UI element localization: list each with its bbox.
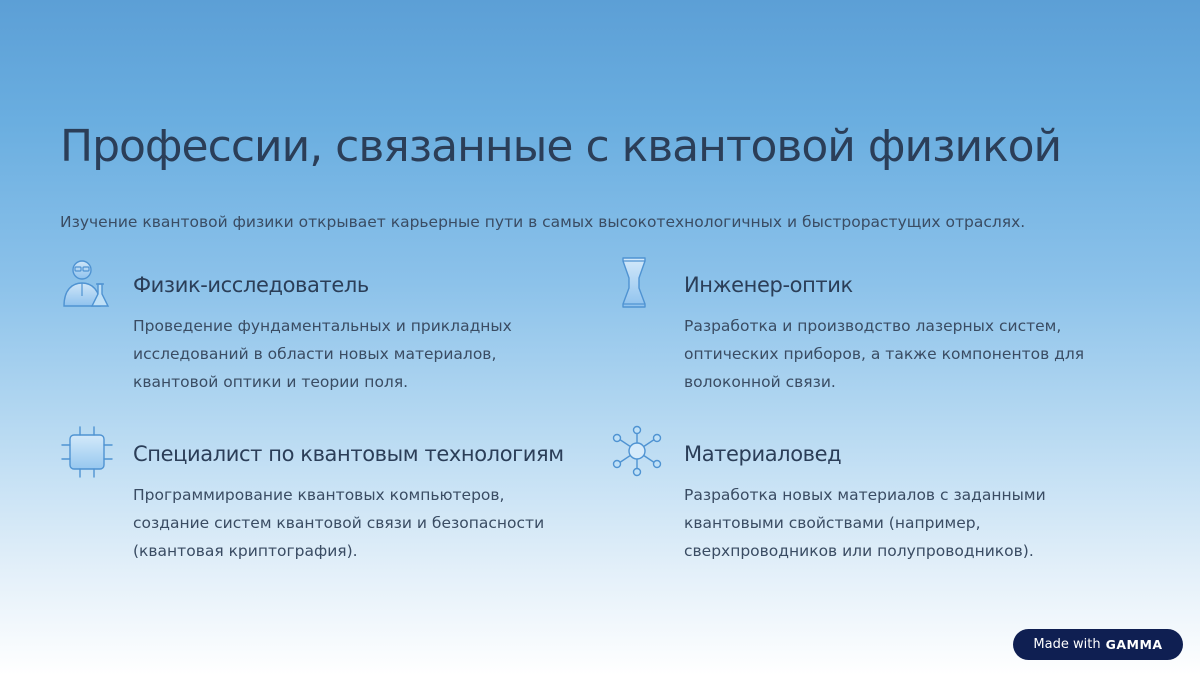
card-title: Материаловед (684, 442, 842, 466)
page-subtitle: Изучение квантовой физики открывает карьерные пути в самых высокотехнологичных и быстрорастущих отраслях. (60, 213, 1026, 231)
scientist-icon (60, 256, 114, 310)
card-materials-scientist (611, 425, 1111, 575)
card-text: Разработка новых материалов с заданными квантовыми свойствами (например, сверхпроводников или полупроводников). (684, 486, 1046, 560)
card-title: Физик-исследователь (133, 273, 369, 297)
card-text: Разработка и производство лазерных систем, оптических приборов, а также компонентов для волоконной связи. (684, 317, 1085, 391)
card-title: Специалист по квантовым технологиям (133, 442, 564, 466)
card-optical-engineer (611, 256, 1111, 406)
hourglass-lens-icon (611, 256, 665, 310)
made-with-gamma-badge[interactable] (1013, 629, 1183, 660)
page-title: Профессии, связанные с квантовой физикой (60, 121, 1062, 172)
card-physicist-researcher (60, 256, 560, 406)
chip-icon (60, 425, 114, 479)
card-text: Программирование квантовых компьютеров, создание систем квантовой связи и безопасности (квантовая криптография). (133, 486, 545, 560)
molecule-network-icon (611, 425, 665, 479)
gamma-logo: GAMMA (1105, 637, 1163, 652)
card-title: Инженер-оптик (684, 273, 853, 297)
card-text: Проведение фундаментальных и прикладных исследований в области новых материалов, квантовой оптики и теории поля. (133, 317, 512, 391)
badge-prefix: Made with (1033, 637, 1101, 652)
card-quantum-tech-specialist (60, 425, 564, 575)
